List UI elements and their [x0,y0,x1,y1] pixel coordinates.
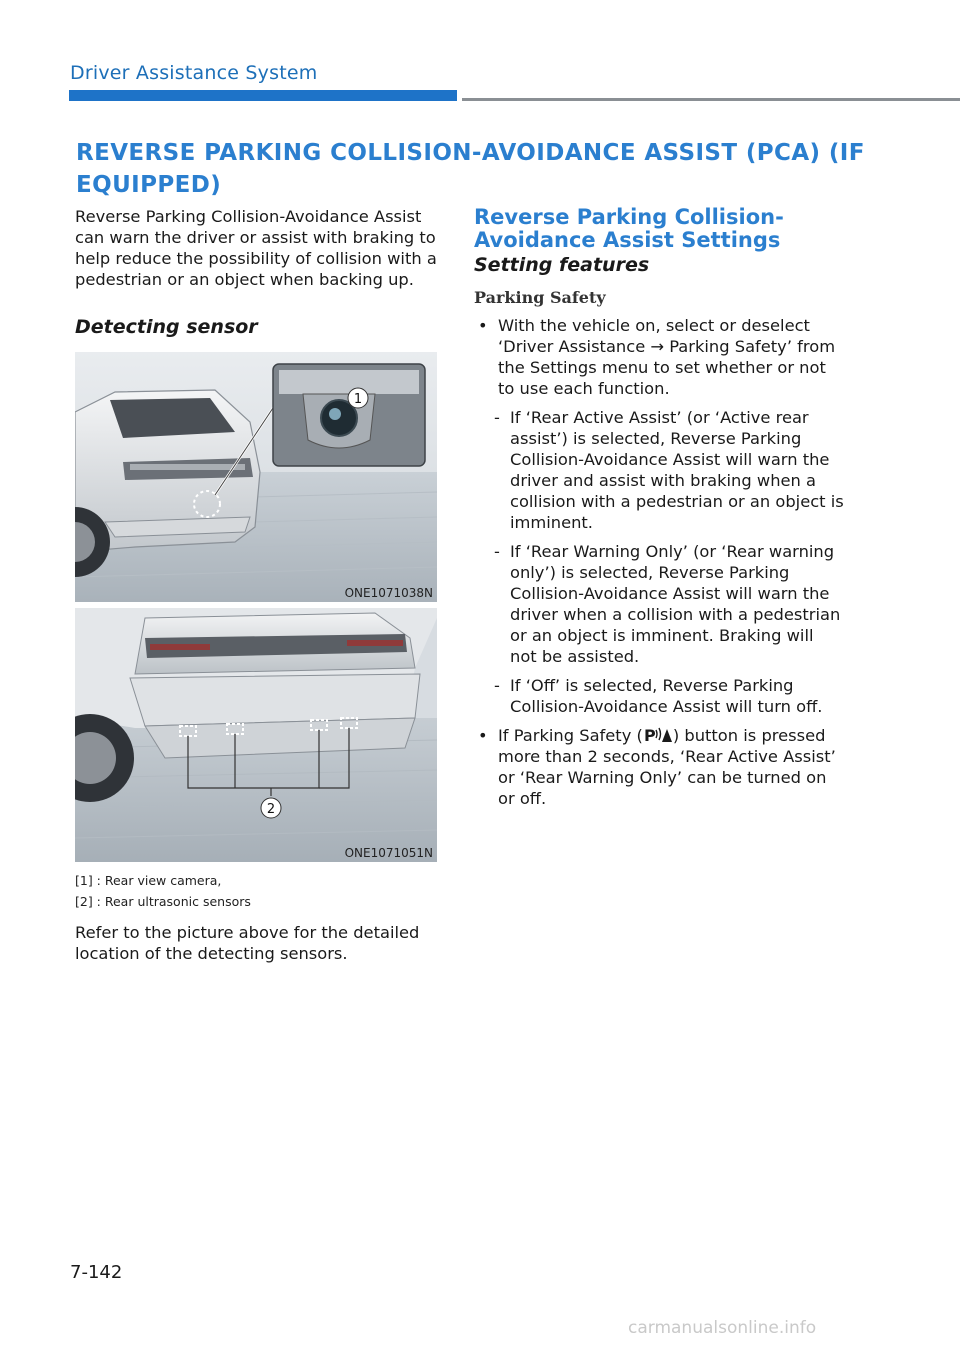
detecting-sensor-heading: Detecting sensor [75,316,258,338]
dash-icon: - [494,408,500,427]
ultrasonic-sensors-illustration [75,608,437,862]
bullet-item-parking-button [474,725,844,809]
section-title: REVERSE PARKING COLLISION-AVOIDANCE ASSIST (PCA) (IF EQUIPPED) [76,140,865,198]
caption-ultrasonic-sensors: [2] : Rear ultrasonic sensors [75,894,251,909]
callout-2-label: 2 [266,802,276,817]
bullet-item-settings-menu [474,315,844,399]
subitem-text: If ‘Rear Warning Only’ (or ‘Rear warning only’) is selected, Reverse Parking Collision-Avoidance Assist will warn the driver when a collision with a pedestrian or an object is imminent. Braking will not be assisted. [510,542,841,666]
svg-text:P: P [643,726,656,743]
subitem-text: If ‘Off’ is selected, Reverse Parking Collision-Avoidance Assist will turn off. [510,676,823,716]
figure-rear-camera [75,352,437,602]
figure-1-code: ONE1071038N [344,586,433,600]
figure-2-code: ONE1071051N [344,846,433,860]
bullet-text: With the vehicle on, select or deselect ‘Driver Assistance → Parking Safety’ from the Settings menu to set whether or not to use each function. [498,316,836,398]
bullet-text-before: If Parking Safety ( [498,726,643,745]
subitem-off [474,675,844,717]
dash-icon: - [494,676,500,695]
callout-1-label: 1 [353,392,363,407]
header-bar-blue [69,90,457,101]
caption-rear-camera: [1] : Rear view camera, [75,873,222,888]
subitem-text: If ‘Rear Active Assist’ (or ‘Active rear assist’) is selected, Reverse Parking Collision-Avoidance Assist will warn the driver and assist with braking when a collision with a pedestrian or an object is imminent. [510,408,844,532]
rear-camera-illustration [75,352,437,602]
header-title: Driver Assistance System [70,62,318,84]
parking-safety-heading: Parking Safety [474,288,606,307]
header-bar-gray [462,98,960,101]
figure-ultrasonic-sensors [75,608,437,862]
intro-paragraph: Reverse Parking Collision-Avoidance Assist can warn the driver or assist with braking to help reduce the possibility of collision with a pedestrian or an object when backing up. [75,207,437,289]
settings-heading: Reverse Parking Collision-Avoidance Assist Settings [474,205,784,252]
dash-icon: - [494,542,500,561]
left-column [75,206,437,964]
bullet-dot-icon: • [478,316,488,335]
refer-paragraph: Refer to the picture above for the detailed location of the detecting sensors. [75,923,420,963]
setting-features-heading: Setting features [474,254,650,276]
bullet-text-after: ) button is pressed more than 2 seconds, ‘Rear Active Assist’ or ‘Rear Warning Only’ can be turned on or off. [498,726,836,808]
figure-captions [75,870,437,912]
bullet-dot-icon: • [478,726,488,745]
parking-safety-icon [643,726,673,743]
page-number: 7-142 [70,1262,123,1283]
subitem-rear-warning-only [474,541,844,667]
subitem-rear-active-assist [474,407,844,533]
watermark: carmanualsonline.info [628,1318,817,1338]
right-column [474,206,844,809]
